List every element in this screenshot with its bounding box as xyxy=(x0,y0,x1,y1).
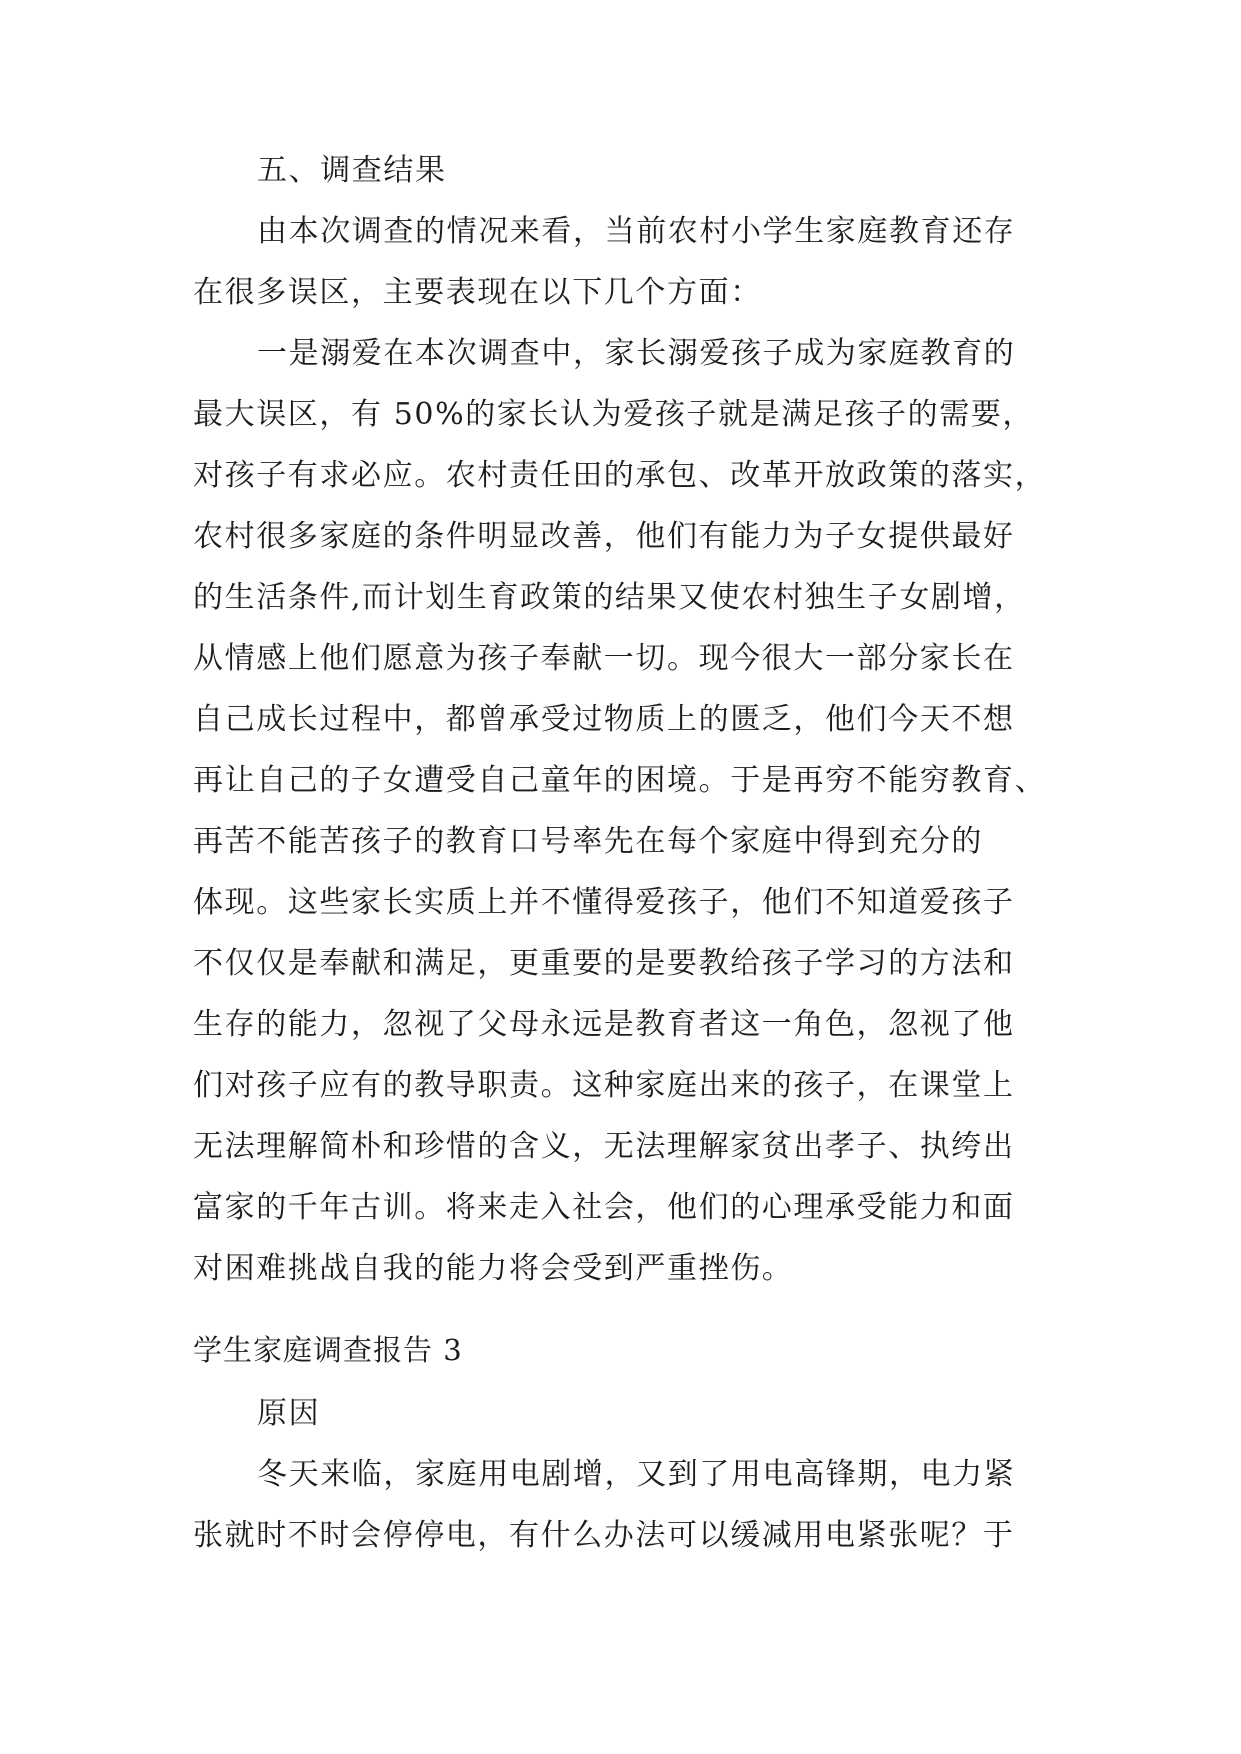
paragraph-line: 不仅仅是奉献和满足，更重要的是要教给孩子学习的方法和 xyxy=(193,946,1015,981)
paragraph-line: 体现。这些家长实质上并不懂得爱孩子，他们不知道爱孩子 xyxy=(193,885,1015,920)
paragraph-line: 再苦不能苦孩子的教育口号率先在每个家庭中得到充分的 xyxy=(193,824,983,859)
paragraph-line: 们对孩子应有的教导职责。这种家庭出来的孩子，在课堂上 xyxy=(193,1068,1015,1103)
paragraph-line: 冬天来临，家庭用电剧增，又到了用电高锋期，电力紧 xyxy=(257,1457,1016,1492)
paragraph-line: 自己成长过程中，都曾承受过物质上的匮乏，他们今天不想 xyxy=(193,702,1015,737)
paragraph-line: 从情感上他们愿意为孩子奉献一切。现今很大一部分家长在 xyxy=(193,641,1015,676)
section-heading-survey-results: 五、调查结果 xyxy=(257,153,447,188)
paragraph-line: 生存的能力，忽视了父母永远是教育者这一角色，忽视了他 xyxy=(193,1007,1015,1042)
cause-section xyxy=(193,1383,1053,1566)
paragraph-line: 的生活条件,而计划生育政策的结果又使农村独生子女剧增， xyxy=(193,580,1026,615)
paragraph-line: 由本次调查的情况来看，当前农村小学生家庭教育还存 xyxy=(257,214,1016,249)
subheading-cause: 原因 xyxy=(257,1396,321,1431)
paragraph-line: 最大误区，有 50%的家长认为爱孩子就是满足孩子的需要， xyxy=(193,397,1035,432)
survey-results-section xyxy=(193,140,1053,1299)
paragraph-line: 张就时不时会停停电，有什么办法可以缓减用电紧张呢？于 xyxy=(193,1518,1015,1553)
paragraph-line: 无法理解简朴和珍惜的含义，无法理解家贫出孝子、执绔出 xyxy=(193,1129,1015,1164)
paragraph-line: 在很多误区，主要表现在以下几个方面： xyxy=(193,275,762,310)
paragraph-line: 富家的千年古训。将来走入社会，他们的心理承受能力和面 xyxy=(193,1190,1015,1225)
paragraph-line: 对孩子有求必应。农村责任田的承包、改革开放政策的落实， xyxy=(193,458,1047,493)
paragraph-line: 再让自己的子女遭受自己童年的困境。于是再穷不能穷教育、 xyxy=(193,763,1047,798)
paragraph-line: 对困难挑战自我的能力将会受到严重挫伤。 xyxy=(193,1251,794,1286)
paragraph-line: 一是溺爱在本次调查中，家长溺爱孩子成为家庭教育的 xyxy=(257,336,1016,371)
report-section-title: 学生家庭调查报告 3 xyxy=(193,1333,463,1367)
paragraph-line: 农村很多家庭的条件明显改善，他们有能力为子女提供最好 xyxy=(193,519,1015,554)
